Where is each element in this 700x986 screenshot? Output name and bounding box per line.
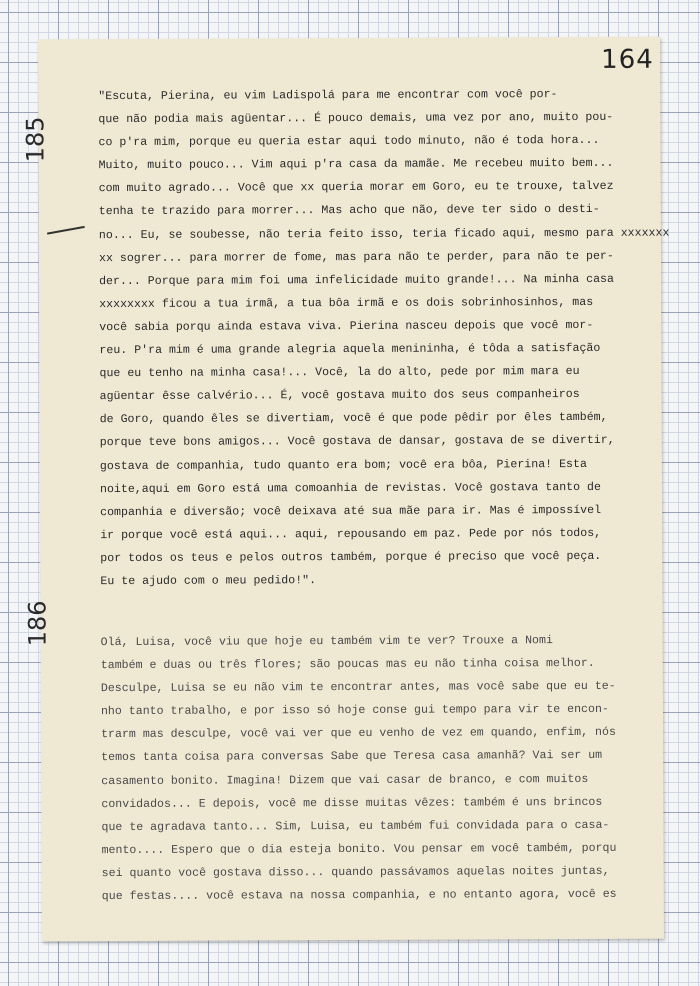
- paragraph-1: [98, 83, 670, 594]
- text-line: Muito, muito pouco... Vim aqui p'ra casa da mamãe. Me recebeu muito bem...: [98, 157, 614, 173]
- text-line: Eu te ajudo com o meu pedido!".: [100, 574, 317, 589]
- typewritten-page: [21, 37, 670, 942]
- text-line: xx sogrer... para morrer de fome, mas para não te perder, para não te per-: [98, 249, 614, 265]
- pen-mark: [47, 226, 85, 235]
- margin-note-186: 186: [23, 600, 52, 647]
- text-line: você sabia porqu ainda estava viva. Pierina nasceu depois que você mor-: [99, 318, 594, 335]
- text-line: co p'ra mim, porque eu queria estar aqui todo minuto, não é toda hora...: [98, 134, 600, 150]
- text-line: convidados... E depois, você me disse muitas vêzes: também é uns brincos: [101, 795, 603, 811]
- text-line: que festas.... você estava na nossa companhia, e no entanto agora, você es: [101, 887, 617, 904]
- text-line: também e duas ou três flores; são poucas mas eu não tinha coisa melhor.: [100, 657, 595, 673]
- text-line: porque teve bons amigos... Você gostava de dansar, gostava de se divertir,: [99, 434, 615, 450]
- text-line: agüentar êsse calvério... É, você gostava muito dos seus companheiros: [99, 388, 580, 404]
- text-line: sei quanto você gostava disso... quando passávamos aquelas noites juntas,: [101, 864, 610, 881]
- paragraph-2: [101, 629, 662, 909]
- text-line: der... Porque para mim foi uma infelicidade muito grande!... Na minha casa: [99, 272, 614, 288]
- text-line: nho tanto trabalho, e por isso só hoje conse gui tempo para vir te encon-: [100, 703, 609, 719]
- text-line: ir porque você está aqui... aqui, repousando em paz. Pede por nós todos,: [100, 526, 602, 542]
- text-line: temos tanta coisa para conversas Sabe que Teresa casa amanhã? Vai ser um: [101, 749, 603, 765]
- text-line: Desculpe, Luisa se eu não vim te encontrar antes, mas você sabe que eu te-: [100, 680, 616, 696]
- text-line: tenha te trazido para morrer... Mas acho que não, deve ter sido o desti-: [98, 203, 600, 219]
- text-line: casamento bonito. Imagina! Dizem que vai casar de branco, e com muitos: [101, 772, 589, 788]
- text-line: noite,aqui em Goro está uma comoanhia de revistas. Você gostava tanto de: [99, 480, 601, 496]
- text-line: que não podia mais agüentar... É pouco demais, uma vez por ano, muito pou-: [98, 110, 614, 127]
- text-line: que eu tenho na minha casa!... Você, la do alto, pede por mim mara eu: [99, 365, 580, 381]
- text-line: Olá, Luisa, você viu que hoje eu também vim te ver? Trouxe a Nomi: [100, 634, 553, 650]
- text-line: xxxxxxxx ficou a tua irmã, a tua bôa irmã e os dois sobrinhosinhos, mas: [99, 295, 594, 311]
- text-line: de Goro, quando êles se divertiam, você é que pode pêdir por êles também,: [99, 411, 608, 427]
- text-line: por todos os teus e pelos outros também, porque é preciso que você peça.: [100, 549, 602, 565]
- text-line: no... Eu, se soubesse, não teria feito isso, teria ficado aqui, mesmo para xxxxxxx: [98, 226, 670, 242]
- text-line: que te agradava tanto... Sim, Luisa, eu também fui convidada para o casa-: [101, 818, 610, 834]
- text-line: trarm mas desculpe, você vai ver que eu venho de vez em quando, enfim, nós: [101, 726, 616, 742]
- text-line: mento.... Espero que o dia esteja bonito. Vou pensar em você também, porqu: [101, 841, 617, 857]
- margin-note-185: 185: [21, 116, 50, 163]
- text-line: reu. P'ra mim é uma grande alegria aquela menininha, é tôda a satisfação: [99, 341, 601, 358]
- text-line: companhia e diversão; você deixava até sua mãe para ir. Mas é impossível: [100, 503, 602, 519]
- page-number: 164: [601, 44, 654, 75]
- text-line: gostava de companhia, tudo quanto era bom; você era bôa, Pierina! Esta: [99, 457, 587, 473]
- text-line: "Escuta, Pierina, eu vim Ladispolá para me encontrar com você por-: [98, 88, 558, 104]
- text-line: com muito agrado... Você que xx queria morar em Goro, eu te trouxe, talvez: [98, 180, 614, 196]
